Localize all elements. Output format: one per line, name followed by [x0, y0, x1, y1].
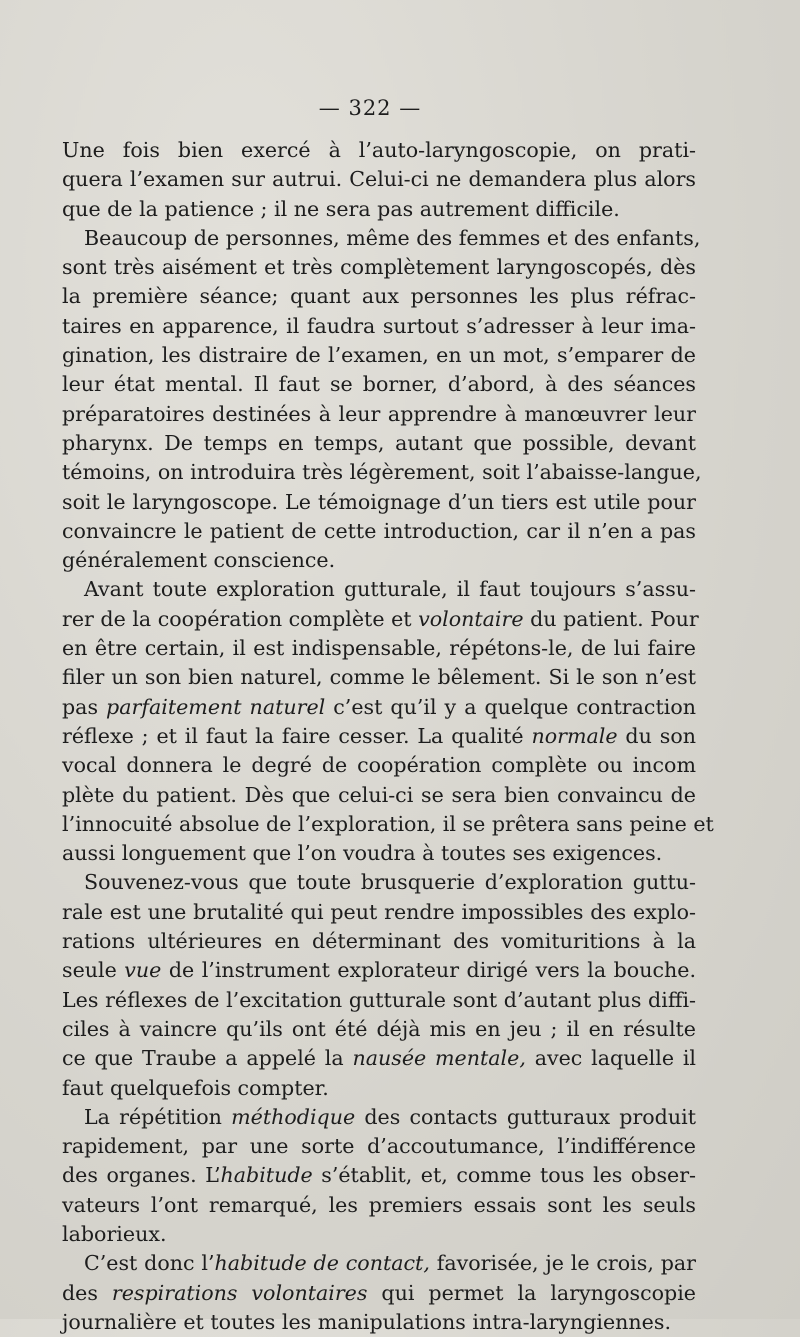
text-line: [62, 165, 696, 194]
italic-text: habitude: [220, 1163, 313, 1188]
text-line: [62, 1308, 696, 1337]
text-segment: La répétition: [84, 1104, 232, 1129]
text-segment: du son: [617, 723, 696, 748]
text-line: [62, 458, 702, 487]
text-line: [62, 634, 696, 663]
text-segment: ce que Traube a appelé la: [62, 1046, 353, 1071]
text-line: [62, 751, 696, 780]
text-line: [62, 400, 696, 429]
italic-text: volontaire: [418, 606, 524, 631]
text-segment: Beaucoup de personnes, même des femmes et des enfants,: [84, 225, 701, 250]
text-line: [62, 195, 696, 224]
text-segment: plète du patient. Dès que celui-ci se sera bien convaincu de: [62, 782, 696, 807]
text-segment: taires en apparence, il faudra surtout s’adresser à leur ima-: [62, 313, 696, 338]
text-line: [62, 253, 696, 282]
text-segment: du patient. Pour: [523, 606, 699, 631]
text-segment: C’est donc l’: [84, 1251, 215, 1276]
text-segment: de l’instrument explorateur dirigé vers la bouche.: [161, 958, 696, 983]
text-segment: qui permet la laryngoscopie: [367, 1280, 696, 1305]
text-line: [62, 810, 714, 839]
text-segment: c’est qu’il y a quelque contraction: [325, 694, 696, 719]
text-line: [62, 1191, 696, 1220]
text-line: [62, 927, 696, 956]
text-segment: laborieux.: [62, 1221, 167, 1246]
text-segment: l’innocuité absolue de l’exploration, il se prêtera sans peine et: [62, 811, 714, 836]
text-line: [62, 1074, 696, 1103]
text-segment: vocal donnera le degré de coopération complète ou incom: [62, 753, 696, 778]
italic-text: méthodique: [231, 1104, 356, 1129]
text-line: [62, 429, 696, 458]
text-segment: préparatoires destinées à leur apprendre à manœuvrer leur: [62, 401, 696, 426]
text-segment: que de la patience ; il ne sera pas autrement difficile.: [62, 196, 620, 221]
text-segment: favorisée, je le crois, par: [429, 1251, 696, 1276]
body-text: [62, 136, 714, 1337]
text-line: [62, 868, 696, 897]
text-segment: la première séance; quant aux personnes les plus réfrac-: [62, 284, 696, 309]
text-line: [62, 693, 696, 722]
text-segment: aussi longuement que l’on voudra à toutes ses exigences.: [62, 841, 663, 866]
text-segment: des organes. L’: [62, 1163, 221, 1188]
text-line: [62, 312, 696, 341]
text-segment: des contacts gutturaux produit: [355, 1104, 696, 1129]
text-line: [62, 898, 696, 927]
text-line: [62, 839, 696, 868]
text-segment: réflexe ; et il faut la faire cesser. La qualité: [62, 723, 532, 748]
text-line: [62, 370, 696, 399]
text-line: [62, 546, 696, 575]
text-segment: avec laquelle il: [525, 1046, 696, 1071]
text-segment: ciles à vaincre qu’ils ont été déjà mis en jeu ; il en résulte: [62, 1016, 696, 1041]
italic-text: nausée mentale,: [352, 1046, 526, 1071]
text-segment: gination, les distraire de l’examen, en un mot, s’emparer de: [62, 343, 696, 368]
italic-text: normale: [531, 723, 618, 748]
text-segment: rapidement, par une sorte d’accoutumance, l’indifférence: [62, 1134, 696, 1159]
text-segment: Avant toute exploration gutturale, il faut toujours s’assu-: [84, 577, 696, 602]
italic-text: habitude de contact,: [214, 1251, 430, 1276]
text-segment: rations ultérieures en déterminant des vomituritions à la: [62, 929, 696, 954]
text-line: [62, 956, 696, 985]
text-segment: Souvenez-vous que toute brusquerie d’exploration guttu-: [84, 870, 696, 895]
text-segment: journalière et toutes les manipulations intra-laryngiennes.: [62, 1309, 671, 1334]
italic-text: vue: [124, 958, 162, 983]
text-segment: en être certain, il est indispensable, répétons-le, de lui faire: [62, 636, 696, 661]
text-line: [62, 781, 696, 810]
text-line: [62, 282, 696, 311]
text-line: [62, 1220, 696, 1249]
text-line: [62, 986, 696, 1015]
text-segment: généralement conscience.: [62, 548, 336, 573]
text-segment: pas: [62, 694, 107, 719]
page-number: — 322 —: [318, 96, 422, 120]
text-line: [62, 488, 696, 517]
text-segment: leur état mental. Il faut se borner, d’abord, à des séances: [62, 372, 696, 397]
text-line: [62, 136, 696, 165]
text-segment: quera l’examen sur autrui. Celui-ci ne demandera plus alors: [62, 167, 696, 192]
text-line: [62, 575, 696, 604]
text-segment: seule: [62, 958, 125, 983]
text-line: [62, 1161, 696, 1190]
text-segment: rer de la coopération complète et: [62, 606, 419, 631]
text-segment: Les réflexes de l’excitation gutturale sont d’autant plus diffi-: [62, 987, 696, 1012]
text-segment: filer un son bien naturel, comme le bêlement. Si le son n’est: [62, 665, 696, 690]
text-segment: soit le laryngoscope. Le témoignage d’un tiers est utile pour: [62, 489, 696, 514]
text-segment: convaincre le patient de cette introduction, car il n’en a pas: [62, 518, 696, 543]
text-segment: pharynx. De temps en temps, autant que possible, devant: [62, 430, 696, 455]
text-segment: Une fois bien exercé à l’auto-laryngoscopie, on prati-: [62, 138, 696, 162]
text-segment: sont très aisément et très complètement laryngoscopés, dès: [62, 255, 696, 280]
italic-text: parfaitement naturel: [106, 694, 326, 719]
text-line: [62, 224, 701, 253]
text-segment: faut quelquefois compter.: [62, 1075, 329, 1100]
text-segment: des: [62, 1280, 112, 1305]
text-line: [62, 1044, 696, 1073]
text-line: [62, 605, 699, 634]
text-line: [62, 1015, 696, 1044]
text-line: [62, 1103, 696, 1132]
text-line: [62, 1249, 696, 1278]
text-segment: rale est une brutalité qui peut rendre impossibles des explo-: [62, 899, 696, 924]
text-line: [62, 1132, 696, 1161]
text-line: [62, 722, 696, 751]
italic-text: respirations volontaires: [111, 1280, 368, 1305]
text-line: [62, 663, 696, 692]
text-line: [62, 1279, 696, 1308]
text-line: [62, 517, 696, 546]
text-segment: vateurs l’ont remarqué, les premiers essais sont les seuls: [62, 1192, 696, 1217]
text-segment: témoins, on introduira très légèrement, soit l’abaisse-langue,: [62, 460, 702, 485]
text-segment: s’établit, et, comme tous les obser-: [312, 1163, 696, 1188]
text-line: [62, 341, 696, 370]
